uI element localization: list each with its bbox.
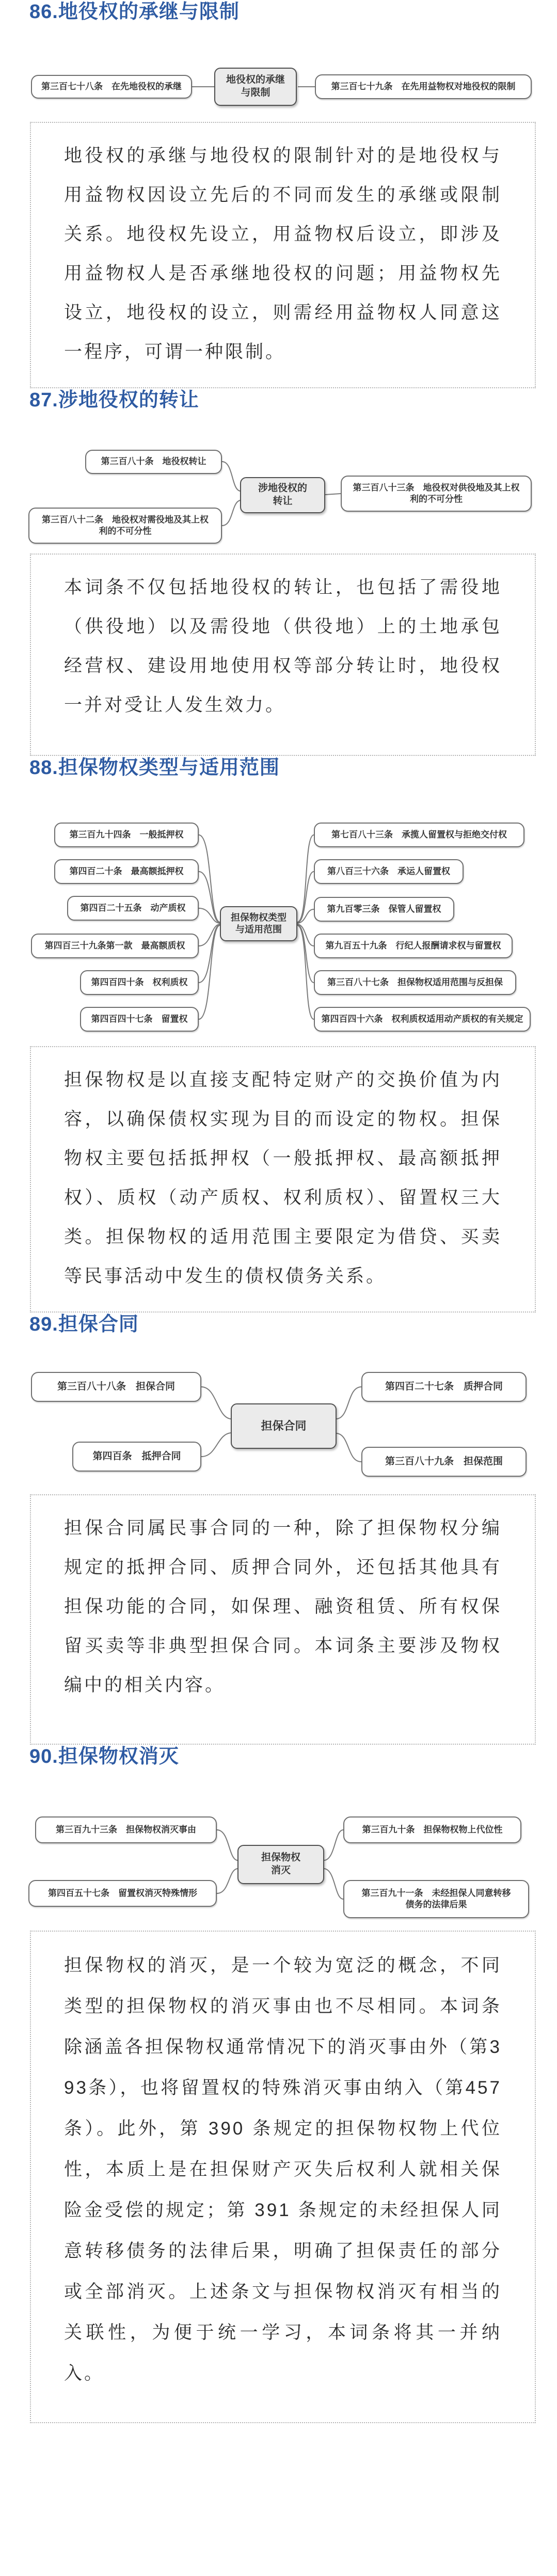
article-node: 第四百四十条 权利质权 [80,970,199,995]
article-node: 第三百九十三条 担保物权消灭事由 [35,1816,217,1843]
topic-node: 担保物权类型与适用范围 [220,906,297,941]
article-node: 第九百零三条 保管人留置权 [314,897,454,922]
summary-box [30,122,536,388]
article-node: 第三百八十九条 担保范围 [361,1447,527,1477]
summary-text: 本词条不仅包括地役权的转让，也包括了需役地（供役地）以及需役地（供役地）上的土地承包经营权、建设用地使用权等部分转让时，地役权一并对受让人发生效力。 [64,577,502,715]
section-88 [0,756,557,1313]
article-node: 第三百九十条 担保物权物上代位性 [343,1816,521,1843]
summary-text: 担保合同属民事合同的一种，除了担保物权分编规定的抵押合同、质押合同外，还包括其他具有担保功能的合同，如保理、融资租赁、所有权保留买卖等非典型担保合同。本词条主要涉及物权编中的相关内容。 [64,1518,502,1695]
article-node: 第三百八十八条 担保合同 [31,1372,201,1402]
article-node: 第三百八十三条 地役权对供役地及其上权利的不可分性 [341,476,532,512]
article-node: 第四百二十七条 质押合同 [361,1372,527,1402]
topic-node: 担保物权消灭 [237,1845,324,1884]
summary-box [30,1046,536,1313]
summary-text: 担保物权是以直接支配特定财产的交换价值为内容，以确保债权实现为目的而设定的物权。担保物权主要包括抵押权（一般抵押权、最高额抵押权）、质权（动产质权、权利质权）、留置权三大类。担保物权的适用范围主要限定为借贷、买卖等民事活动中发生的债权债务关系。 [64,1070,502,1286]
section-88-heading: 88.担保物权类型与适用范围 [29,757,280,779]
section-90-mindmap [0,1814,557,1923]
section-87-mindmap [0,438,557,547]
article-node: 第八百三十六条 承运人留置权 [314,859,464,884]
article-node: 第三百八十二条 地役权对需役地及其上权利的不可分性 [28,508,222,544]
topic-node: 担保合同 [231,1403,337,1449]
summary-box [30,1931,536,2423]
section-89 [0,1313,557,1745]
topic-node: 涉地役权的转让 [240,477,325,513]
section-87 [0,388,557,756]
summary-text: 地役权的承继与地役权的限制针对的是地役权与用益物权因设立先后的不同而发生的承继或限制关系。地役权先设立，用益物权后设立，即涉及用益物权人是否承继地役权的问题；用益物权先设立，地役权的设立，则需经用益物权人同意这一程序，可谓一种限制。 [64,146,502,362]
article-node: 第三百七十八条 在先地役权的承继 [31,75,192,99]
article-node: 第三百九十一条 未经担保人同意转移债务的法律后果 [343,1880,529,1918]
article-node: 第四百五十七条 留置权消灭特殊情形 [28,1880,217,1907]
section-89-heading: 89.担保合同 [29,1314,139,1335]
article-node: 第四百条 抵押合同 [72,1442,201,1472]
article-node: 第三百八十条 地役权转让 [85,450,222,474]
section-86 [0,0,557,388]
article-node: 第四百二十条 最高额抵押权 [54,859,199,884]
article-node: 第四百四十六条 权利质权适用动产质权的有关规定 [314,1007,531,1032]
article-node: 第九百五十九条 行纪人报酬请求权与留置权 [314,934,513,958]
summary-box [30,1494,536,1745]
article-node: 第三百七十九条 在先用益物权对地役权的限制 [315,74,532,99]
summary-box [30,554,536,756]
summary-text: 担保物权的消灭，是一个较为宽泛的概念，不同类型的担保物权的消灭事由也不尽相同。本词条除涵盖各担保物权通常情况下的消灭事由外（第393条），也将留置权的特殊消灭事由纳入（第457 条）。此外，第 390 条规定的担保物权物上代位性，本质上是在担保财产灭失后权利人就相关保险金受偿的规定；第 391 条规定的未经担保人同意转移债务的法律后果，明确了担保责任的部分或全部消灭。上述条文与担保物权消灭有相当的关联性，为便于统一学习，本词条将其一并纳入。 [64,1955,502,2383]
topic-node: 地役权的承继与限制 [214,68,297,106]
section-90-heading: 90.担保物权消灭 [29,1746,179,1767]
article-node: 第七百八十三条 承揽人留置权与拒绝交付权 [314,823,524,847]
article-node: 第四百三十九条第一款 最高额质权 [31,934,199,958]
section-86-mindmap [0,66,557,118]
article-node: 第四百二十五条 动产质权 [67,896,199,921]
article-node: 第四百四十七条 留置权 [80,1007,199,1032]
section-89-mindmap [0,1368,557,1483]
article-node: 第三百九十四条 一般抵押权 [54,823,199,847]
article-node: 第三百八十七条 担保物权适用范围与反担保 [314,970,516,995]
section-90 [0,1745,557,2423]
section-87-heading: 87.涉地役权的转让 [29,389,199,411]
section-86-heading: 86.地役权的承继与限制 [29,1,240,23]
section-88-mindmap [0,821,557,1034]
